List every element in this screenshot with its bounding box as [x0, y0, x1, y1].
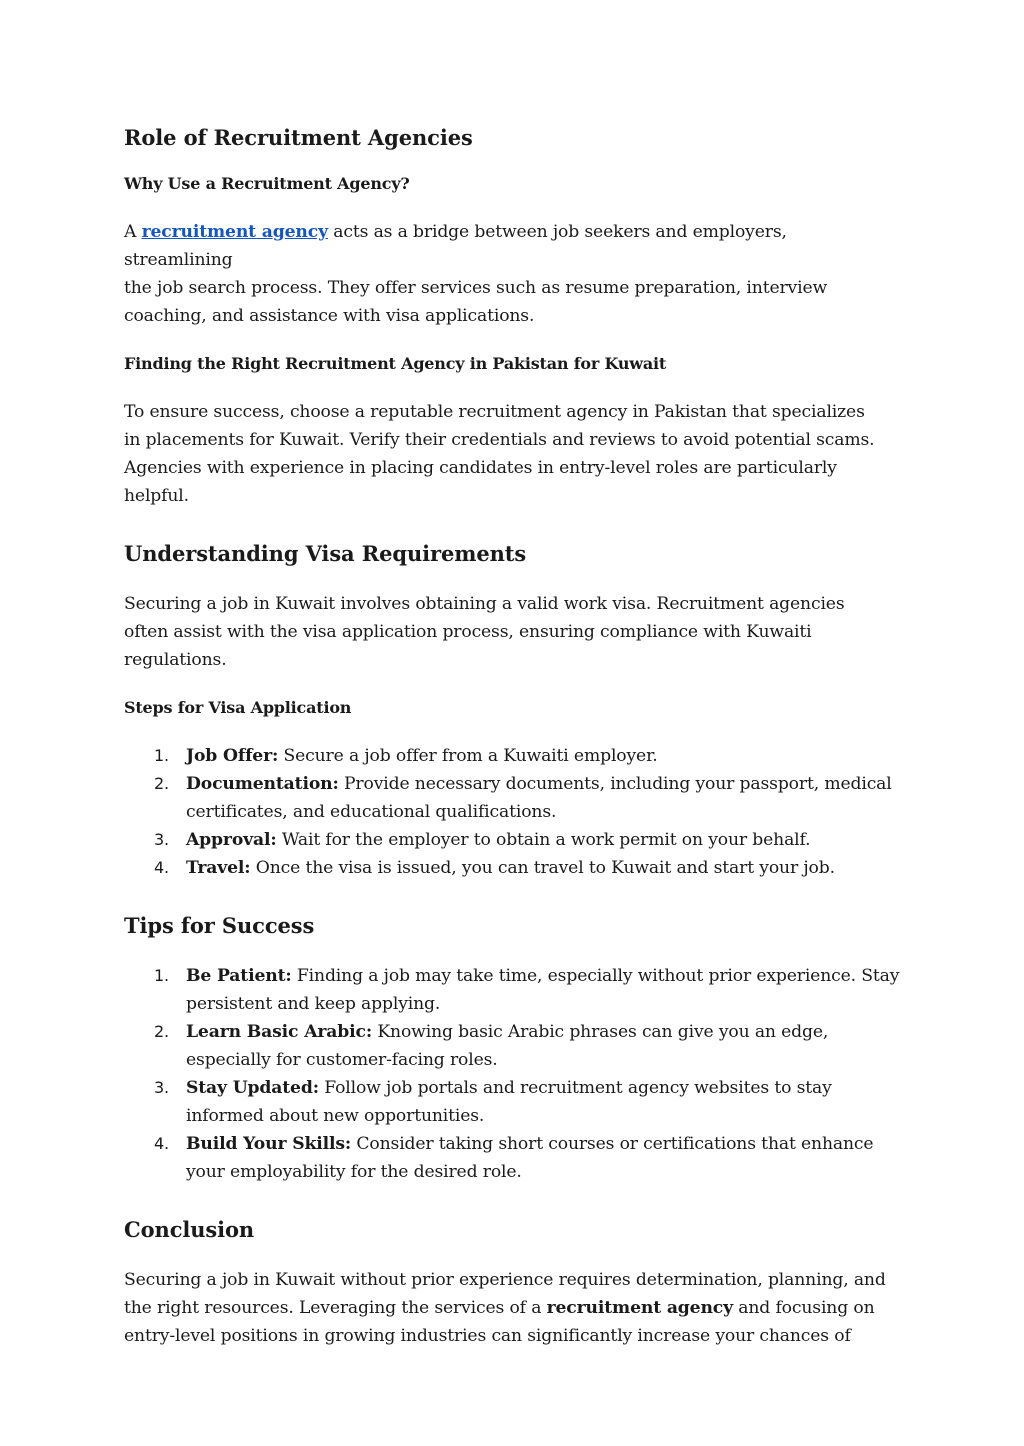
list-item: [124, 770, 900, 826]
list-number: 2.: [154, 774, 169, 793]
list-item-label: Learn Basic Arabic:: [186, 1022, 373, 1042]
paragraph-conclusion: [124, 1266, 900, 1350]
subheading-visa-steps: Steps for Visa Application: [124, 698, 352, 717]
list-item: [124, 1018, 900, 1074]
list-item-label: Stay Updated:: [186, 1078, 319, 1098]
list-item: [124, 962, 900, 1018]
list-item-text: persistent and keep applying.: [186, 994, 441, 1014]
text-span: and focusing on: [732, 1298, 875, 1318]
list-number: 4.: [154, 858, 169, 877]
list-item: [124, 854, 900, 882]
text-span: the job search process. They offer services such as resume preparation, interview: [124, 278, 828, 298]
text-span: entry-level positions in growing industries can significantly increase your chances of: [124, 1326, 851, 1346]
list-item-label: Approval:: [186, 830, 277, 850]
list-item-text: Consider taking short courses or certifications that enhance: [351, 1134, 874, 1154]
list-item-label: Documentation:: [186, 774, 339, 794]
subheading-why-use-agency: Why Use a Recruitment Agency?: [124, 174, 410, 193]
list-item-text: Wait for the employer to obtain a work permit on your behalf.: [276, 830, 811, 850]
text-span: Securing a job in Kuwait involves obtaining a valid work visa. Recruitment agencies: [124, 594, 845, 614]
list-number: 3.: [154, 830, 169, 849]
list-item-label: Travel:: [186, 858, 251, 878]
text-span: Agencies with experience in placing candidates in entry-level roles are particularly: [124, 458, 837, 478]
list-item-text: certificates, and educational qualifications.: [186, 802, 557, 822]
paragraph-agency-intro: [124, 218, 900, 330]
section-title-conclusion: Conclusion: [124, 1217, 255, 1242]
list-item-label: Build Your Skills:: [186, 1134, 352, 1154]
section-title-tips: Tips for Success: [124, 913, 315, 938]
list-item: [124, 1130, 900, 1186]
text-span: acts as a bridge between job seekers and employers, streamlining: [124, 222, 787, 270]
document-page: [124, 118, 900, 1350]
paragraph-visa-intro: [124, 590, 900, 674]
list-item-text: Knowing basic Arabic phrases can give you an edge,: [372, 1022, 829, 1042]
list-number: 2.: [154, 1022, 169, 1041]
subheading-finding-agency: Finding the Right Recruitment Agency in Pakistan for Kuwait: [124, 354, 667, 373]
list-item-text: informed about new opportunities.: [186, 1106, 485, 1126]
list-item-text: Finding a job may take time, especially without prior experience. Stay: [291, 966, 900, 986]
section-title-recruitment-agencies: Role of Recruitment Agencies: [124, 125, 473, 150]
text-span: regulations.: [124, 650, 227, 670]
list-number: 1.: [154, 966, 169, 985]
section-title-visa-requirements: Understanding Visa Requirements: [124, 541, 527, 566]
tips-list: [124, 962, 900, 1186]
text-span: the right resources. Leveraging the services of a: [124, 1298, 547, 1318]
list-item-text: your employability for the desired role.: [186, 1162, 522, 1182]
visa-steps-list: [124, 742, 900, 882]
list-item: [124, 826, 900, 854]
list-item-text: Follow job portals and recruitment agency websites to stay: [318, 1078, 832, 1098]
text-span: Securing a job in Kuwait without prior experience requires determination, planning, and: [124, 1270, 886, 1290]
list-item-text: Provide necessary documents, including your passport, medical: [338, 774, 892, 794]
paragraph-finding-agency: [124, 398, 900, 510]
text-span: helpful.: [124, 486, 189, 506]
text-span: in placements for Kuwait. Verify their credentials and reviews to avoid potential scams.: [124, 430, 875, 450]
list-item-label: Be Patient:: [186, 966, 292, 986]
list-item-text: Secure a job offer from a Kuwaiti employer.: [278, 746, 658, 766]
list-number: 1.: [154, 746, 169, 765]
text-span: often assist with the visa application process, ensuring compliance with Kuwaiti: [124, 622, 812, 642]
list-item-text: especially for customer-facing roles.: [186, 1050, 498, 1070]
bold-text: recruitment agency: [546, 1298, 733, 1318]
list-number: 4.: [154, 1134, 169, 1153]
text-span: To ensure success, choose a reputable recruitment agency in Pakistan that specializes: [124, 402, 865, 422]
list-item-text: Once the visa is issued, you can travel to Kuwait and start your job.: [250, 858, 835, 878]
text-span: coaching, and assistance with visa applications.: [124, 306, 535, 326]
list-item: [124, 1074, 900, 1130]
list-number: 3.: [154, 1078, 169, 1097]
text-span: A: [124, 222, 142, 242]
recruitment-agency-link[interactable]: recruitment agency: [141, 222, 328, 242]
list-item: [124, 742, 900, 770]
list-item-label: Job Offer:: [186, 746, 279, 766]
